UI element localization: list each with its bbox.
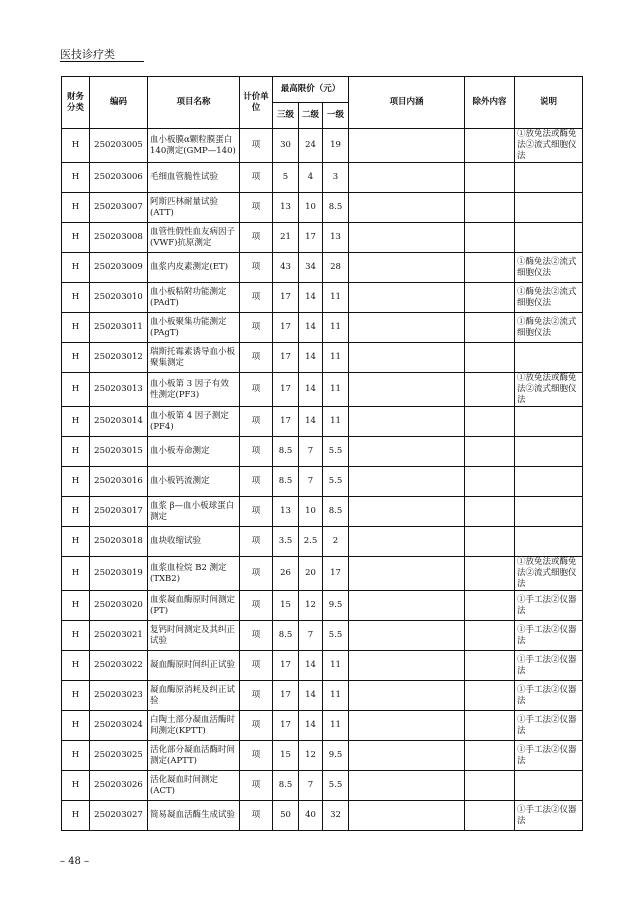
cell-content [349, 407, 465, 437]
cell-finance-category: H [62, 407, 90, 437]
cell-price-level1: 11 [323, 711, 349, 741]
cell-item-name: 凝血酶原消耗及纠正试验 [148, 681, 240, 711]
cell-note: ①放免法或酶免法②流式细胞仪法 [515, 129, 583, 163]
cell-item-name: 瑞斯托霉素诱导血小板聚集测定 [148, 343, 240, 373]
cell-price-level2: 14 [299, 651, 323, 681]
cell-code: 250203012 [90, 343, 148, 373]
cell-code: 250203013 [90, 373, 148, 407]
cell-item-name: 血浆凝血酶原时间测定(PT) [148, 591, 240, 621]
cell-unit: 项 [240, 373, 273, 407]
cell-unit: 项 [240, 223, 273, 253]
cell-price-level1: 9.5 [323, 591, 349, 621]
cell-price-level3: 17 [273, 711, 299, 741]
table-row [62, 163, 583, 193]
cell-price-level1: 13 [323, 223, 349, 253]
table-row [62, 801, 583, 831]
cell-item-name: 血小板第 4 因子测定(PF4) [148, 407, 240, 437]
cell-unit: 项 [240, 527, 273, 557]
cell-price-level2: 12 [299, 591, 323, 621]
cell-price-level3: 17 [273, 681, 299, 711]
cell-exclusion [465, 651, 515, 681]
header-code: 编码 [90, 77, 148, 129]
cell-exclusion [465, 283, 515, 313]
cell-finance-category: H [62, 741, 90, 771]
cell-unit: 项 [240, 621, 273, 651]
table-row [62, 591, 583, 621]
table-row [62, 253, 583, 283]
cell-code: 250203011 [90, 313, 148, 343]
cell-price-level2: 14 [299, 681, 323, 711]
cell-price-level1: 11 [323, 343, 349, 373]
cell-note: ①手工法②仪器法 [515, 711, 583, 741]
cell-exclusion [465, 527, 515, 557]
cell-code: 250203018 [90, 527, 148, 557]
cell-price-level1: 8.5 [323, 193, 349, 223]
cell-exclusion [465, 467, 515, 497]
cell-price-level2: 7 [299, 467, 323, 497]
cell-note [515, 771, 583, 801]
cell-item-name: 血小板寿命测定 [148, 437, 240, 467]
cell-content [349, 497, 465, 527]
cell-note [515, 193, 583, 223]
cell-price-level1: 5.5 [323, 437, 349, 467]
cell-item-name: 白陶土部分凝血活酶时间测定(KPTT) [148, 711, 240, 741]
table-row [62, 557, 583, 591]
cell-item-name: 活化部分凝血活酶时间测定(APTT) [148, 741, 240, 771]
cell-price-level3: 13 [273, 497, 299, 527]
cell-price-level1: 11 [323, 373, 349, 407]
cell-price-level3: 13 [273, 193, 299, 223]
cell-exclusion [465, 407, 515, 437]
cell-exclusion [465, 681, 515, 711]
cell-content [349, 771, 465, 801]
header-content: 项目内涵 [349, 77, 465, 129]
table-row [62, 283, 583, 313]
cell-unit: 项 [240, 771, 273, 801]
header-finance-category: 财务分类 [62, 77, 90, 129]
cell-exclusion [465, 801, 515, 831]
cell-price-level2: 14 [299, 283, 323, 313]
cell-price-level1: 17 [323, 557, 349, 591]
cell-finance-category: H [62, 283, 90, 313]
cell-item-name: 复钙时间测定及其纠正试验 [148, 621, 240, 651]
cell-price-level2: 4 [299, 163, 323, 193]
cell-code: 250203015 [90, 437, 148, 467]
cell-price-level1: 2 [323, 527, 349, 557]
cell-content [349, 527, 465, 557]
cell-note: ①手工法②仪器法 [515, 591, 583, 621]
cell-note: ①酶免法②流式细胞仪法 [515, 313, 583, 343]
cell-unit: 项 [240, 467, 273, 497]
table-row [62, 343, 583, 373]
cell-finance-category: H [62, 129, 90, 163]
table-row [62, 373, 583, 407]
cell-price-level2: 14 [299, 407, 323, 437]
cell-unit: 项 [240, 711, 273, 741]
cell-content [349, 193, 465, 223]
cell-note: ①手工法②仪器法 [515, 681, 583, 711]
cell-unit: 项 [240, 253, 273, 283]
cell-note [515, 163, 583, 193]
price-table [61, 76, 583, 831]
cell-price-level2: 17 [299, 223, 323, 253]
cell-price-level1: 3 [323, 163, 349, 193]
cell-exclusion [465, 193, 515, 223]
cell-price-level2: 14 [299, 343, 323, 373]
cell-price-level3: 17 [273, 373, 299, 407]
cell-code: 250203008 [90, 223, 148, 253]
cell-price-level2: 10 [299, 193, 323, 223]
cell-price-level3: 43 [273, 253, 299, 283]
table-row [62, 223, 583, 253]
cell-finance-category: H [62, 771, 90, 801]
cell-finance-category: H [62, 163, 90, 193]
cell-content [349, 467, 465, 497]
cell-note: ①手工法②仪器法 [515, 741, 583, 771]
cell-price-level1: 11 [323, 651, 349, 681]
cell-code: 250203017 [90, 497, 148, 527]
cell-item-name: 活化凝血时间测定(ACT) [148, 771, 240, 801]
cell-code: 250203025 [90, 741, 148, 771]
cell-price-level1: 11 [323, 313, 349, 343]
table-row [62, 129, 583, 163]
cell-price-level3: 8.5 [273, 437, 299, 467]
cell-price-level1: 11 [323, 407, 349, 437]
cell-price-level3: 50 [273, 801, 299, 831]
cell-finance-category: H [62, 681, 90, 711]
cell-item-name: 血小板第 3 因子有效性测定(PF3) [148, 373, 240, 407]
cell-price-level3: 17 [273, 283, 299, 313]
cell-note: ①手工法②仪器法 [515, 651, 583, 681]
cell-exclusion [465, 223, 515, 253]
cell-finance-category: H [62, 223, 90, 253]
cell-content [349, 591, 465, 621]
cell-item-name: 毛细血管脆性试验 [148, 163, 240, 193]
cell-exclusion [465, 557, 515, 591]
cell-price-level3: 15 [273, 591, 299, 621]
cell-finance-category: H [62, 621, 90, 651]
cell-price-level3: 17 [273, 343, 299, 373]
cell-content [349, 223, 465, 253]
cell-price-level1: 5.5 [323, 467, 349, 497]
cell-price-level2: 2.5 [299, 527, 323, 557]
cell-finance-category: H [62, 313, 90, 343]
cell-item-name: 血块收缩试验 [148, 527, 240, 557]
table-row [62, 193, 583, 223]
cell-price-level2: 10 [299, 497, 323, 527]
cell-unit: 项 [240, 591, 273, 621]
cell-price-level3: 17 [273, 651, 299, 681]
cell-code: 250203007 [90, 193, 148, 223]
cell-note [515, 527, 583, 557]
cell-price-level1: 5.5 [323, 771, 349, 801]
cell-item-name: 血小板膜α颗粒膜蛋白140测定(GMP—140) [148, 129, 240, 163]
cell-code: 250203026 [90, 771, 148, 801]
cell-unit: 项 [240, 437, 273, 467]
cell-price-level1: 8.5 [323, 497, 349, 527]
cell-item-name: 血浆内皮素测定(ET) [148, 253, 240, 283]
cell-item-name: 血管性假性血友病因子(VWF)抗原测定 [148, 223, 240, 253]
cell-note: ①放免法或酶免法②流式细胞仪法 [515, 373, 583, 407]
table-row [62, 467, 583, 497]
cell-price-level2: 24 [299, 129, 323, 163]
table-row [62, 651, 583, 681]
cell-code: 250203021 [90, 621, 148, 651]
table-row [62, 313, 583, 343]
cell-content [349, 681, 465, 711]
page-number: – 48 – [60, 856, 90, 867]
cell-item-name: 凝血酶原时间纠正试验 [148, 651, 240, 681]
cell-item-name: 血小板钙流测定 [148, 467, 240, 497]
cell-unit: 项 [240, 193, 273, 223]
cell-content [349, 343, 465, 373]
cell-content [349, 313, 465, 343]
cell-code: 250203006 [90, 163, 148, 193]
table-row [62, 497, 583, 527]
cell-item-name: 简易凝血活酶生成试验 [148, 801, 240, 831]
cell-unit: 项 [240, 313, 273, 343]
cell-unit: 项 [240, 407, 273, 437]
cell-unit: 项 [240, 651, 273, 681]
table-row [62, 407, 583, 437]
header-max-price: 最高限价（元） [273, 77, 349, 103]
cell-code: 250203005 [90, 129, 148, 163]
cell-unit: 项 [240, 129, 273, 163]
cell-price-level2: 34 [299, 253, 323, 283]
header-item-name: 项目名称 [148, 77, 240, 129]
cell-finance-category: H [62, 711, 90, 741]
cell-exclusion [465, 343, 515, 373]
cell-code: 250203020 [90, 591, 148, 621]
header-note: 说明 [515, 77, 583, 129]
cell-price-level3: 21 [273, 223, 299, 253]
cell-note: ①手工法②仪器法 [515, 801, 583, 831]
cell-finance-category: H [62, 801, 90, 831]
cell-item-name: 血浆 β—血小板球蛋白测定 [148, 497, 240, 527]
cell-item-name: 血小板粘附功能测定(PAdT) [148, 283, 240, 313]
cell-exclusion [465, 621, 515, 651]
cell-price-level3: 8.5 [273, 771, 299, 801]
cell-note [515, 437, 583, 467]
cell-note: ①放免法或酶免法②流式细胞仪法 [515, 557, 583, 591]
cell-price-level1: 9.5 [323, 741, 349, 771]
cell-exclusion [465, 741, 515, 771]
cell-price-level3: 8.5 [273, 621, 299, 651]
cell-finance-category: H [62, 253, 90, 283]
cell-content [349, 741, 465, 771]
cell-price-level3: 17 [273, 407, 299, 437]
cell-price-level2: 7 [299, 621, 323, 651]
cell-code: 250203027 [90, 801, 148, 831]
header-level2: 二级 [299, 103, 323, 129]
cell-note [515, 343, 583, 373]
cell-price-level3: 26 [273, 557, 299, 591]
cell-note: ①酶免法②流式细胞仪法 [515, 253, 583, 283]
header-level3: 三级 [273, 103, 299, 129]
cell-price-level2: 14 [299, 373, 323, 407]
cell-note [515, 497, 583, 527]
cell-exclusion [465, 163, 515, 193]
cell-content [349, 437, 465, 467]
cell-content [349, 621, 465, 651]
cell-exclusion [465, 129, 515, 163]
cell-item-name: 血浆血栓烷 B2 测定(TXB2) [148, 557, 240, 591]
cell-price-level2: 20 [299, 557, 323, 591]
cell-code: 250203024 [90, 711, 148, 741]
cell-note: ①酶免法②流式细胞仪法 [515, 283, 583, 313]
table-row [62, 711, 583, 741]
cell-code: 250203019 [90, 557, 148, 591]
cell-finance-category: H [62, 373, 90, 407]
cell-content [349, 253, 465, 283]
header-underline [60, 61, 144, 62]
cell-price-level1: 5.5 [323, 621, 349, 651]
cell-price-level2: 7 [299, 437, 323, 467]
cell-finance-category: H [62, 467, 90, 497]
cell-price-level3: 15 [273, 741, 299, 771]
cell-unit: 项 [240, 283, 273, 313]
table-row [62, 621, 583, 651]
cell-exclusion [465, 373, 515, 407]
header-unit: 计价单位 [240, 77, 273, 129]
cell-price-level1: 32 [323, 801, 349, 831]
table-row [62, 437, 583, 467]
table-row [62, 741, 583, 771]
cell-finance-category: H [62, 651, 90, 681]
cell-price-level2: 40 [299, 801, 323, 831]
table-row [62, 527, 583, 557]
cell-unit: 项 [240, 681, 273, 711]
cell-price-level3: 17 [273, 313, 299, 343]
cell-unit: 项 [240, 557, 273, 591]
cell-price-level1: 19 [323, 129, 349, 163]
cell-content [349, 557, 465, 591]
cell-price-level1: 11 [323, 283, 349, 313]
cell-content [349, 801, 465, 831]
cell-code: 250203014 [90, 407, 148, 437]
cell-exclusion [465, 711, 515, 741]
cell-finance-category: H [62, 497, 90, 527]
cell-price-level3: 30 [273, 129, 299, 163]
cell-price-level2: 14 [299, 711, 323, 741]
cell-finance-category: H [62, 193, 90, 223]
cell-finance-category: H [62, 591, 90, 621]
cell-price-level1: 11 [323, 681, 349, 711]
cell-exclusion [465, 313, 515, 343]
cell-finance-category: H [62, 527, 90, 557]
cell-price-level2: 12 [299, 741, 323, 771]
cell-price-level2: 14 [299, 313, 323, 343]
cell-price-level3: 8.5 [273, 467, 299, 497]
cell-code: 250203009 [90, 253, 148, 283]
cell-unit: 项 [240, 801, 273, 831]
cell-note [515, 467, 583, 497]
cell-price-level3: 3.5 [273, 527, 299, 557]
cell-finance-category: H [62, 437, 90, 467]
cell-unit: 项 [240, 163, 273, 193]
cell-code: 250203022 [90, 651, 148, 681]
cell-content [349, 711, 465, 741]
cell-item-name: 血小板聚集功能测定(PAgT) [148, 313, 240, 343]
cell-content [349, 373, 465, 407]
section-category: 医技诊疗类 [60, 48, 115, 61]
cell-content [349, 651, 465, 681]
cell-unit: 项 [240, 343, 273, 373]
cell-content [349, 129, 465, 163]
cell-price-level1: 28 [323, 253, 349, 283]
cell-exclusion [465, 437, 515, 467]
cell-finance-category: H [62, 343, 90, 373]
cell-content [349, 163, 465, 193]
cell-finance-category: H [62, 557, 90, 591]
cell-code: 250203016 [90, 467, 148, 497]
cell-content [349, 283, 465, 313]
cell-note [515, 407, 583, 437]
cell-unit: 项 [240, 741, 273, 771]
cell-item-name: 阿斯匹林耐量试验(ATT) [148, 193, 240, 223]
cell-unit: 项 [240, 497, 273, 527]
cell-note: ①手工法②仪器法 [515, 621, 583, 651]
cell-exclusion [465, 497, 515, 527]
cell-exclusion [465, 771, 515, 801]
cell-code: 250203023 [90, 681, 148, 711]
cell-code: 250203010 [90, 283, 148, 313]
table-row [62, 771, 583, 801]
header-exclusion: 除外内容 [465, 77, 515, 129]
cell-note [515, 223, 583, 253]
cell-price-level2: 7 [299, 771, 323, 801]
table-row [62, 681, 583, 711]
cell-exclusion [465, 253, 515, 283]
cell-price-level3: 5 [273, 163, 299, 193]
cell-exclusion [465, 591, 515, 621]
header-level1: 一级 [323, 103, 349, 129]
